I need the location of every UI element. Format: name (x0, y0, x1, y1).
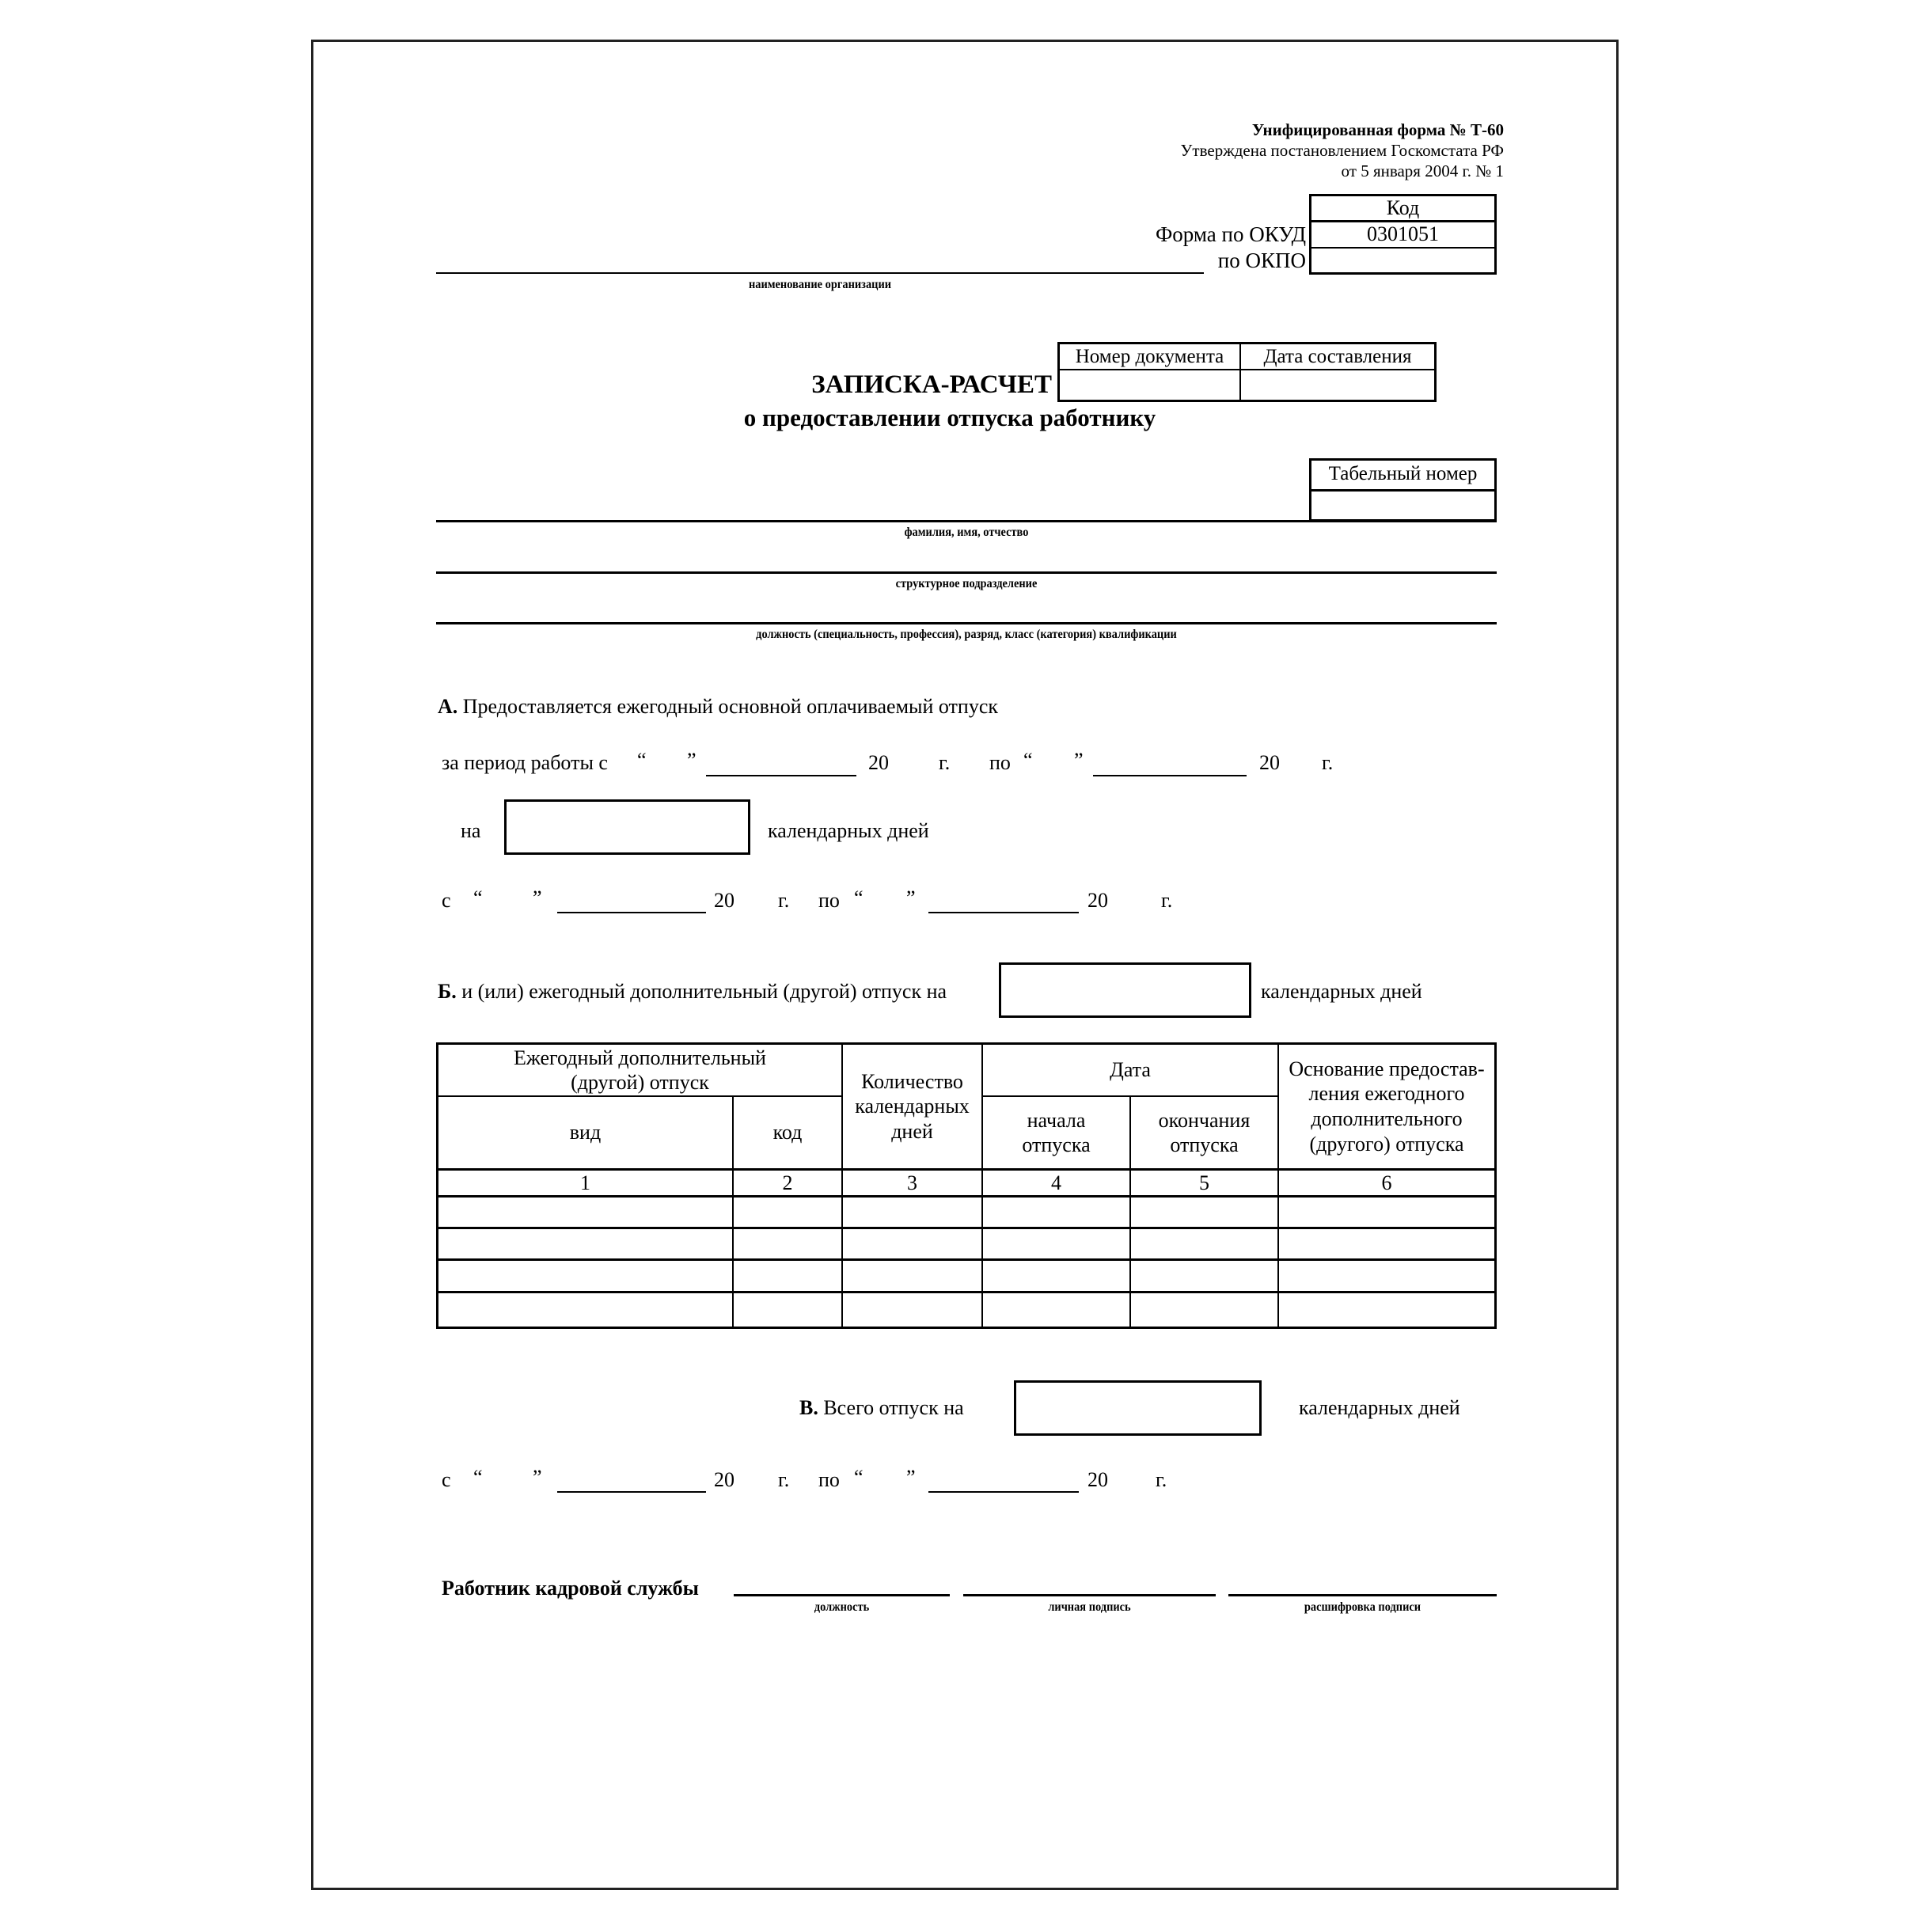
section-v-days-input[interactable] (1014, 1380, 1262, 1436)
table-cell[interactable] (438, 1198, 732, 1227)
year-prefix: 20 (714, 1468, 734, 1491)
table-cell[interactable] (843, 1198, 981, 1227)
year-suffix: г. (1161, 889, 1173, 912)
a-to-month-field[interactable] (928, 912, 1079, 913)
col-number-4: 4 (1051, 1171, 1061, 1194)
from-label: с (442, 889, 451, 912)
header-date-group: Дата (1110, 1058, 1151, 1082)
department-field[interactable] (436, 571, 1497, 574)
year-prefix: 20 (714, 889, 734, 912)
year-suffix: г. (939, 751, 951, 774)
position-caption: должность (специальность, профессия), разряд, класс (категория) квалификации (756, 628, 1177, 641)
header-code: код (772, 1121, 803, 1144)
header-basis: Основание предостав-ления ежегодного дополнительного (другого) отпуска (1289, 1057, 1485, 1156)
table-cell[interactable] (843, 1261, 981, 1291)
section-b-days-label: календарных дней (1261, 980, 1422, 1003)
table-cell[interactable] (843, 1293, 981, 1327)
open-quote: “ (854, 1466, 864, 1489)
table-cell[interactable] (1279, 1198, 1494, 1227)
section-b-days-input[interactable] (999, 962, 1251, 1018)
to-label: по (818, 1468, 840, 1491)
open-quote: “ (854, 886, 864, 909)
signature-sign-caption: личная подпись (1048, 1600, 1131, 1614)
open-quote: “ (637, 749, 647, 772)
open-quote: “ (1023, 749, 1033, 772)
v-from-month-field[interactable] (557, 1491, 706, 1493)
table-cell[interactable] (983, 1261, 1129, 1291)
section-a-heading (438, 697, 998, 717)
table-cell[interactable] (438, 1229, 732, 1258)
table-cell[interactable] (734, 1293, 841, 1327)
header-days: Количество календарных дней (855, 1070, 970, 1143)
table-cell[interactable] (1279, 1293, 1494, 1327)
col-number-5: 5 (1199, 1171, 1209, 1194)
doc-number-header: Номер документа (1075, 346, 1224, 367)
close-quote: ” (906, 886, 916, 909)
a-from-month-field[interactable] (557, 912, 706, 913)
year-suffix: г. (778, 1468, 790, 1491)
doc-date-header: Дата составления (1263, 346, 1412, 367)
signature-label: Работник кадровой службы (442, 1577, 699, 1600)
header-type: вид (569, 1121, 602, 1144)
open-quote: “ (473, 886, 483, 909)
table-cell[interactable] (438, 1293, 732, 1327)
period-from-month-field[interactable] (706, 775, 856, 776)
close-quote: ” (687, 749, 697, 772)
signature-decoding-caption: расшифровка подписи (1304, 1600, 1421, 1614)
table-cell[interactable] (1131, 1198, 1277, 1227)
v-to-month-field[interactable] (928, 1491, 1079, 1493)
col-number-3: 3 (907, 1171, 917, 1194)
fio-caption: фамилия, имя, отчество (904, 526, 1029, 539)
year-prefix: 20 (1087, 889, 1108, 912)
year-suffix: г. (1156, 1468, 1167, 1491)
signature-position-caption: должность (814, 1600, 870, 1614)
period-to-month-field[interactable] (1093, 775, 1247, 776)
table-cell[interactable] (734, 1229, 841, 1258)
close-quote: ” (533, 886, 542, 909)
year-prefix: 20 (1259, 751, 1280, 774)
table-cell[interactable] (983, 1293, 1129, 1327)
section-v-letter: В. (799, 1396, 818, 1419)
document-title: ЗАПИСКА-РАСЧЕТ (811, 370, 1052, 399)
table-cell[interactable] (1131, 1293, 1277, 1327)
close-quote: ” (906, 1466, 916, 1489)
table-cell[interactable] (734, 1261, 841, 1291)
section-v-text: Всего отпуск на (823, 1396, 964, 1419)
year-suffix: г. (778, 889, 790, 912)
close-quote: ” (1074, 749, 1084, 772)
year-prefix: 20 (1087, 1468, 1108, 1491)
year-suffix: г. (1322, 751, 1334, 774)
codes-divider (1309, 247, 1497, 249)
section-v-days-label: календарных дней (1299, 1396, 1460, 1419)
col-number-2: 2 (782, 1171, 793, 1194)
okud-value[interactable]: 0301051 (1367, 222, 1439, 245)
col-number-1: 1 (580, 1171, 590, 1194)
table-cell[interactable] (438, 1261, 732, 1291)
to-label: по (818, 889, 840, 912)
code-header: Код (1386, 196, 1420, 219)
table-cell[interactable] (983, 1198, 1129, 1227)
approved-date: от 5 января 2004 г. № 1 (1341, 161, 1504, 180)
department-caption: структурное подразделение (895, 577, 1038, 590)
section-b-letter: Б. (438, 980, 457, 1003)
doc-table-divider (1057, 369, 1437, 370)
document-subtitle: о предоставлении отпуска работнику (743, 404, 1156, 431)
table-cell[interactable] (1131, 1261, 1277, 1291)
col-number-6: 6 (1381, 1171, 1392, 1194)
okud-label: Форма по ОКУД (1155, 222, 1306, 246)
section-a-days-input[interactable] (504, 799, 750, 855)
fio-field[interactable] (436, 520, 1497, 522)
doc-date-value[interactable] (1241, 375, 1434, 399)
okpo-label: по ОКПО (1217, 249, 1306, 272)
form-name: Унифицированная форма № Т-60 (1251, 120, 1504, 139)
table-cell[interactable] (983, 1229, 1129, 1258)
approved-line: Утверждена постановлением Госкомстата РФ (1180, 141, 1504, 160)
position-field[interactable] (436, 622, 1497, 624)
signature-decoding-field[interactable] (1228, 1594, 1497, 1596)
from-label: с (442, 1468, 451, 1491)
signature-sign-field[interactable] (963, 1594, 1216, 1596)
close-quote: ” (533, 1466, 542, 1489)
section-a-letter: А. (438, 695, 458, 718)
section-v-heading (799, 1398, 964, 1418)
section-b-text: и (или) ежегодный дополнительный (другой) отпуск на (461, 980, 947, 1003)
period-label: за период работы с (442, 751, 608, 774)
open-quote: “ (473, 1466, 483, 1489)
signature-position-field[interactable] (734, 1594, 950, 1596)
organization-caption: наименование организации (748, 278, 892, 291)
header-end: окончания отпуска (1158, 1108, 1251, 1156)
section-a-days-label: календарных дней (768, 819, 929, 842)
table-cell[interactable] (843, 1229, 981, 1258)
year-prefix: 20 (868, 751, 889, 774)
tab-number-divider (1309, 489, 1497, 492)
table-cell[interactable] (1131, 1229, 1277, 1258)
header-leave-group: Ежегодный дополнительный (другой) отпуск (514, 1046, 766, 1094)
section-b-heading (438, 981, 947, 1002)
tab-number-header: Табельный номер (1328, 463, 1478, 484)
doc-number-value[interactable] (1060, 375, 1239, 399)
on-label: на (461, 819, 481, 842)
tab-number-value[interactable] (1311, 495, 1494, 518)
to-label: по (989, 751, 1011, 774)
header-start: начала отпуска (1022, 1108, 1091, 1156)
table-cell[interactable] (1279, 1229, 1494, 1258)
organization-field[interactable] (436, 272, 1204, 274)
table-cell[interactable] (1279, 1261, 1494, 1291)
section-a-text: Предоставляется ежегодный основной оплачиваемый отпуск (462, 695, 999, 718)
table-cell[interactable] (734, 1198, 841, 1227)
